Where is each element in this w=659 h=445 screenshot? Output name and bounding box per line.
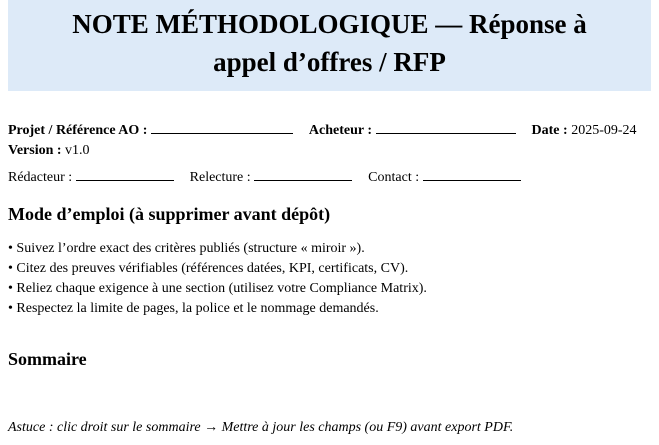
review-label: Relecture : xyxy=(189,170,251,185)
date-value[interactable]: 2025-09-24 xyxy=(571,123,637,138)
buyer-label: Acheteur : xyxy=(308,123,373,138)
instruction-item: • Reliez chaque exigence à une section (utilisez votre Compliance Matrix). xyxy=(8,281,427,296)
instructions-heading: Mode d’emploi (à supprimer avant dépôt) xyxy=(8,204,331,224)
instructions-list xyxy=(8,239,427,319)
document-title: NOTE MÉTHODOLOGIQUE — Réponse à appel d’offres / RFP xyxy=(72,9,587,77)
project-reference-field[interactable] xyxy=(151,120,293,134)
contact-label: Contact : xyxy=(368,170,420,185)
instruction-item: • Respectez la limite de pages, la police et le nommage demandés. xyxy=(8,301,379,316)
instruction-item: • Citez des preuves vérifiables (références datées, KPI, certificats, CV). xyxy=(8,261,409,276)
contact-field[interactable] xyxy=(423,167,521,181)
review-field[interactable] xyxy=(254,167,352,181)
toc-heading: Sommaire xyxy=(8,349,87,369)
title-banner xyxy=(8,0,651,91)
buyer-field[interactable] xyxy=(376,120,516,134)
team-meta-line xyxy=(8,167,658,188)
project-meta-line xyxy=(8,120,658,161)
editor-label: Rédacteur : xyxy=(8,170,73,185)
version-value[interactable]: v1.0 xyxy=(65,143,90,158)
toc-update-tip: Astuce : clic droit sur le sommaire → Mettre à jour les champs (ou F9) avant export PDF. xyxy=(8,420,514,435)
project-label: Projet / Référence AO : xyxy=(8,123,148,138)
date-label: Date : xyxy=(531,123,568,138)
instruction-item: • Suivez l’ordre exact des critères publiés (structure « miroir »). xyxy=(8,241,365,256)
editor-field[interactable] xyxy=(76,167,174,181)
version-label: Version : xyxy=(8,143,62,158)
